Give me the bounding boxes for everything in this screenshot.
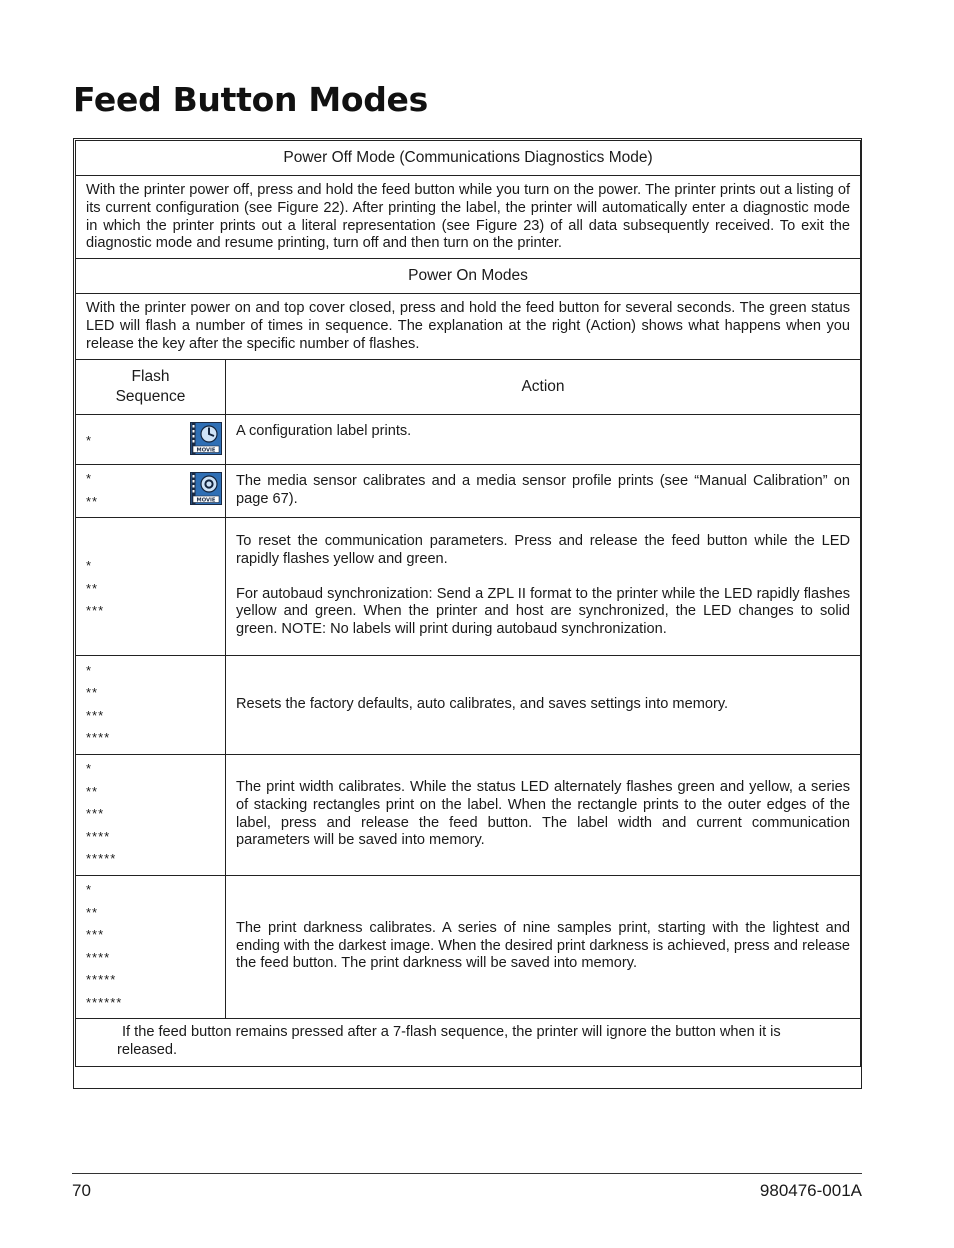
power-on-heading: Power On Modes bbox=[76, 259, 861, 294]
action-cell: The print width calibrates. While the status LED alternately flashes green and yellow, a series of stacking rectangles print on the label. When the rectangle prints to the outer edges of the label, press and release the feed button. The label width and current communication parameters will be saved into memory. bbox=[226, 754, 861, 875]
table-row bbox=[76, 414, 861, 464]
flash-sequence-column-header: Flash Sequence bbox=[76, 359, 226, 414]
flash-cell bbox=[76, 754, 226, 875]
action-cell: The media sensor calibrates and a media sensor profile prints (see “Manual Calibration” on page 67). bbox=[226, 464, 861, 517]
document-number: 980476-001A bbox=[759, 1181, 862, 1200]
action-cell: Resets the factory defaults, auto calibrates, and saves settings into memory. bbox=[226, 655, 861, 754]
footer-divider bbox=[72, 1173, 862, 1174]
svg-text:MOVIE: MOVIE bbox=[196, 447, 216, 454]
action-cell: A configuration label prints. bbox=[226, 414, 861, 464]
table-row bbox=[76, 875, 861, 1018]
movie-icon[interactable] bbox=[190, 472, 222, 505]
power-off-description: With the printer power off, press and hold the feed button while you turn on the power. The printer prints out a listing of its current configuration (see Figure 22). After printing the label, the printer will automatically enter a diagnostic mode in which the printer prints out a literal representation (see Figure 23) of all data subsequently received. To exit the diagnostic mode and resume printing, turn off and then turn on the printer. bbox=[76, 176, 861, 259]
flash-sequence: * ** *** bbox=[86, 558, 105, 619]
table-row bbox=[76, 655, 861, 754]
page-number: 70 bbox=[72, 1181, 91, 1200]
note-text: If the feed button remains pressed after a 7-flash sequence, the printer will ignore the button when it is released. bbox=[76, 1018, 861, 1066]
power-off-heading: Power Off Mode (Communications Diagnostics Mode) bbox=[76, 141, 861, 176]
flash-sequence: * ** *** **** ***** bbox=[86, 761, 117, 867]
page-title: Feed Button Modes bbox=[73, 80, 428, 119]
flash-sequence: * bbox=[86, 432, 93, 448]
flash-sequence: * ** bbox=[86, 471, 99, 509]
action-paragraph: For autobaud synchronization: Send a ZPL II format to the printer while the LED rapidly flashes yellow and green. When the printer and host are synchronized, the LED changes to solid green. NOTE: No labels will print during autobaud synchronization. bbox=[236, 585, 850, 638]
feed-modes-table-frame bbox=[73, 138, 862, 1089]
action-paragraph: To reset the communication parameters. Press and release the feed button while the LED rapidly flashes yellow and green. bbox=[236, 533, 850, 567]
flash-cell bbox=[76, 517, 226, 655]
table-row bbox=[76, 754, 861, 875]
table-row bbox=[76, 517, 861, 655]
power-on-description: With the printer power on and top cover closed, press and hold the feed button for several seconds. The green status LED will flash a number of times in sequence. The explanation at the right (Action) shows what happens when you release the key after the specific number of flashes. bbox=[76, 294, 861, 359]
flash-sequence: * ** *** **** bbox=[86, 662, 111, 746]
movie-icon[interactable] bbox=[190, 422, 222, 455]
action-cell: The print darkness calibrates. A series of nine samples print, starting with the lightest and ending with the darkest image. When the desired print darkness is achieved, press and release the feed button. The print darkness will be saved into memory. bbox=[226, 875, 861, 1018]
action-column-header: Action bbox=[226, 359, 861, 414]
table-row bbox=[76, 464, 861, 517]
svg-text:MOVIE: MOVIE bbox=[196, 497, 216, 504]
flash-cell bbox=[76, 655, 226, 754]
action-cell bbox=[226, 517, 861, 655]
feed-modes-table bbox=[75, 140, 861, 1067]
flash-cell bbox=[76, 414, 226, 464]
flash-sequence: * ** *** **** ***** ****** bbox=[86, 882, 123, 1010]
flash-cell bbox=[76, 875, 226, 1018]
flash-cell bbox=[76, 464, 226, 517]
